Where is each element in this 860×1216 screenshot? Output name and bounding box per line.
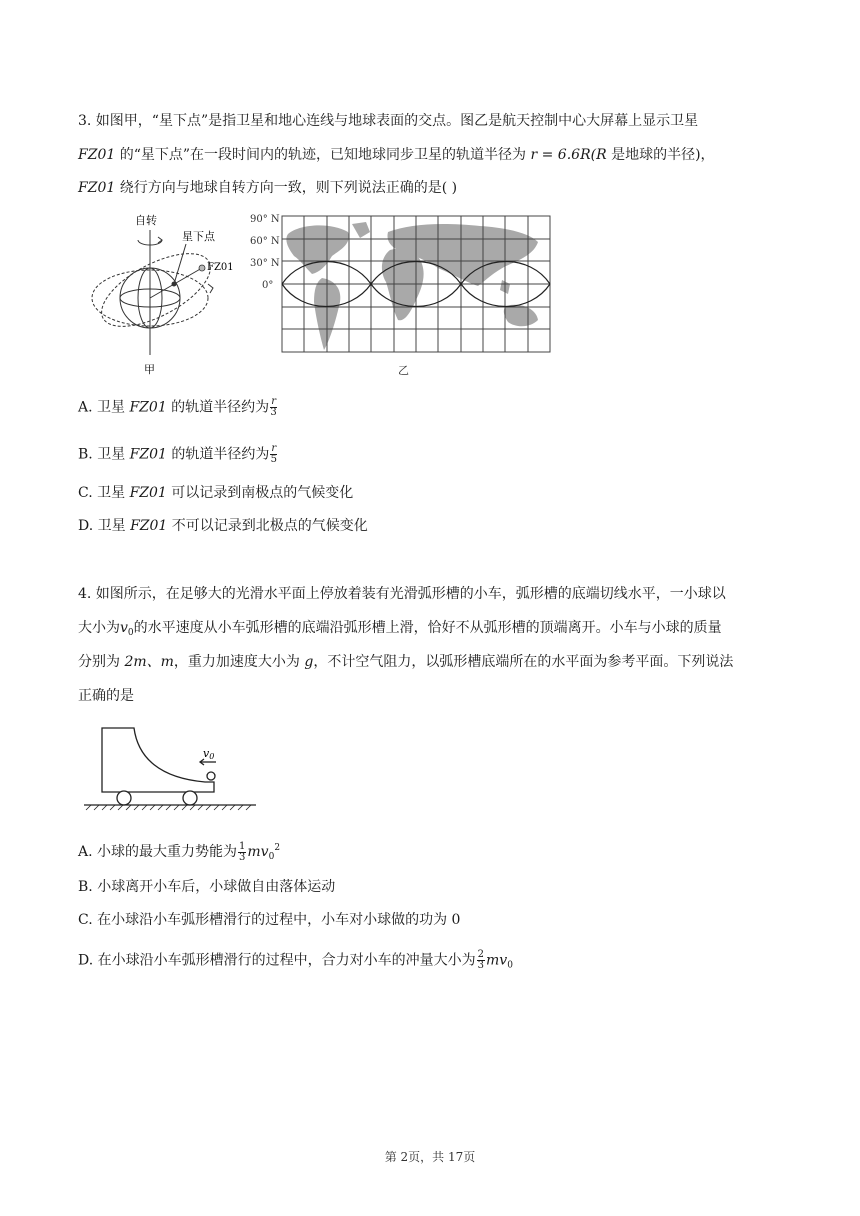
q3-option-c — [78, 483, 353, 503]
q4-stem-line2 — [78, 618, 722, 643]
caption-jia: 甲 — [144, 363, 155, 376]
q4-stem-line4: 正确的是 — [78, 688, 134, 704]
q4-text: ，不计空气阻力，以弧形槽底端所在的水平面为参考平面。下列说法 — [313, 654, 734, 670]
q4-option-d — [78, 950, 513, 976]
q3-text: 是地球的半径)， — [606, 147, 715, 163]
option-text: B. 卫星 — [78, 446, 130, 463]
q4-text: 的水平速度从小车弧形槽的底端沿弧形槽上滑，恰好不从弧形槽的顶端离开。小车与小球的质量 — [133, 620, 722, 636]
frac-num: 1 — [239, 840, 246, 852]
option-var: FZ01 — [129, 485, 167, 501]
label-v0: v0 — [203, 747, 215, 761]
q3-text: 的“星下点”在一段时间内的轨迹，已知地球同步卫星的轨道半径为 — [115, 147, 531, 163]
q3-stem-line3 — [78, 178, 457, 198]
lat-label-30n: 30° N — [250, 258, 280, 269]
q4-option-b: B. 小球离开小车后，小球做自由落体运动 — [78, 879, 336, 895]
option-text: D. 卫星 — [78, 518, 131, 534]
option-var: mv — [247, 844, 269, 860]
fraction — [238, 842, 246, 863]
option-sub: 0 — [507, 960, 513, 971]
option-sub: 0 — [268, 852, 275, 862]
option-text: A. 卫星 — [78, 399, 130, 416]
q4-text: 大小为 — [78, 620, 120, 636]
q4-stem-line1: 4. 如图所示，在足够大的光滑水平面上停放着装有光滑弧形槽的小车，弧形槽的底端切线水平，一小球以 — [78, 586, 726, 602]
satellite-icon — [199, 265, 205, 271]
q3-stem-line2 — [78, 145, 715, 165]
q4-text: 分别为 — [78, 654, 125, 670]
frac-num: r — [271, 443, 277, 454]
lat-label-60n: 60° N — [250, 236, 280, 247]
option-var: FZ01 — [130, 518, 168, 534]
fraction — [477, 950, 485, 971]
page-footer: 第 2页，共 17页 — [384, 1150, 476, 1164]
q3-figure-jia — [88, 210, 238, 380]
q4-masses: 2m、m — [124, 654, 174, 670]
frac-den: 3 — [270, 407, 277, 418]
label-rotation: 自转 — [135, 214, 157, 227]
frac-den: 3 — [239, 851, 246, 863]
subpoint-dot — [172, 282, 177, 287]
option-text: 可以记录到南极点的气候变化 — [166, 485, 354, 501]
fraction — [270, 444, 277, 465]
label-satellite: FZ01 — [207, 262, 234, 273]
q3-var-fz01: FZ01 — [78, 147, 116, 163]
q4-var-v: v — [120, 620, 128, 636]
q3-option-b — [78, 444, 278, 465]
q4-option-c: C. 在小球沿小车弧形槽滑行的过程中，小车对小球做的功为 0 — [78, 912, 461, 928]
world-map-landmass — [286, 222, 538, 350]
option-sup: 2 — [274, 843, 281, 853]
option-text: 不可以记录到北极点的气候变化 — [167, 518, 368, 534]
option-var: FZ01 — [129, 446, 167, 463]
q4-var-g: g — [304, 654, 314, 670]
fraction — [270, 397, 277, 418]
q3-stem-line1: 3. 如图甲，“星下点”是指卫星和地心连线与地球表面的交点。图乙是航天控制中心大屏幕上显示卫星 — [78, 113, 699, 129]
q4-figure-cart — [80, 718, 260, 818]
option-var: mv — [486, 952, 508, 969]
q3-option-a — [78, 397, 278, 418]
q4-option-a — [78, 838, 280, 867]
option-text: D. 在小球沿小车弧形槽滑行的过程中，合力对小车的冲量大小为 — [78, 952, 476, 969]
q3-text: 绕行方向与地球自转方向一致，则下列说法正确的是( ) — [115, 180, 458, 196]
q4-sub: 0 — [127, 628, 134, 638]
option-text: 的轨道半径约为 — [166, 446, 270, 463]
option-text: 的轨道半径约为 — [166, 399, 270, 416]
frac-den: 5 — [270, 454, 277, 465]
q3-formula: r = 6.6R(R — [530, 147, 607, 163]
option-var: FZ01 — [129, 399, 167, 416]
frac-den: 3 — [477, 960, 484, 971]
lat-label-90n: 90° N — [250, 214, 280, 225]
frac-num: r — [271, 396, 276, 407]
q3-figure-yi — [240, 210, 560, 380]
q4-text: ，重力加速度大小为 — [173, 654, 305, 670]
frac-num: 2 — [477, 949, 484, 960]
q4-stem-line3 — [78, 652, 733, 672]
q3-var-fz01: FZ01 — [78, 180, 116, 196]
label-subpoint: 星下点 — [182, 230, 215, 243]
option-text: C. 卫星 — [78, 485, 130, 501]
option-text: A. 小球的最大重力势能为 — [78, 844, 238, 860]
q3-option-d — [78, 516, 368, 536]
lat-label-0: 0° — [262, 280, 274, 291]
caption-yi: 乙 — [398, 364, 409, 377]
